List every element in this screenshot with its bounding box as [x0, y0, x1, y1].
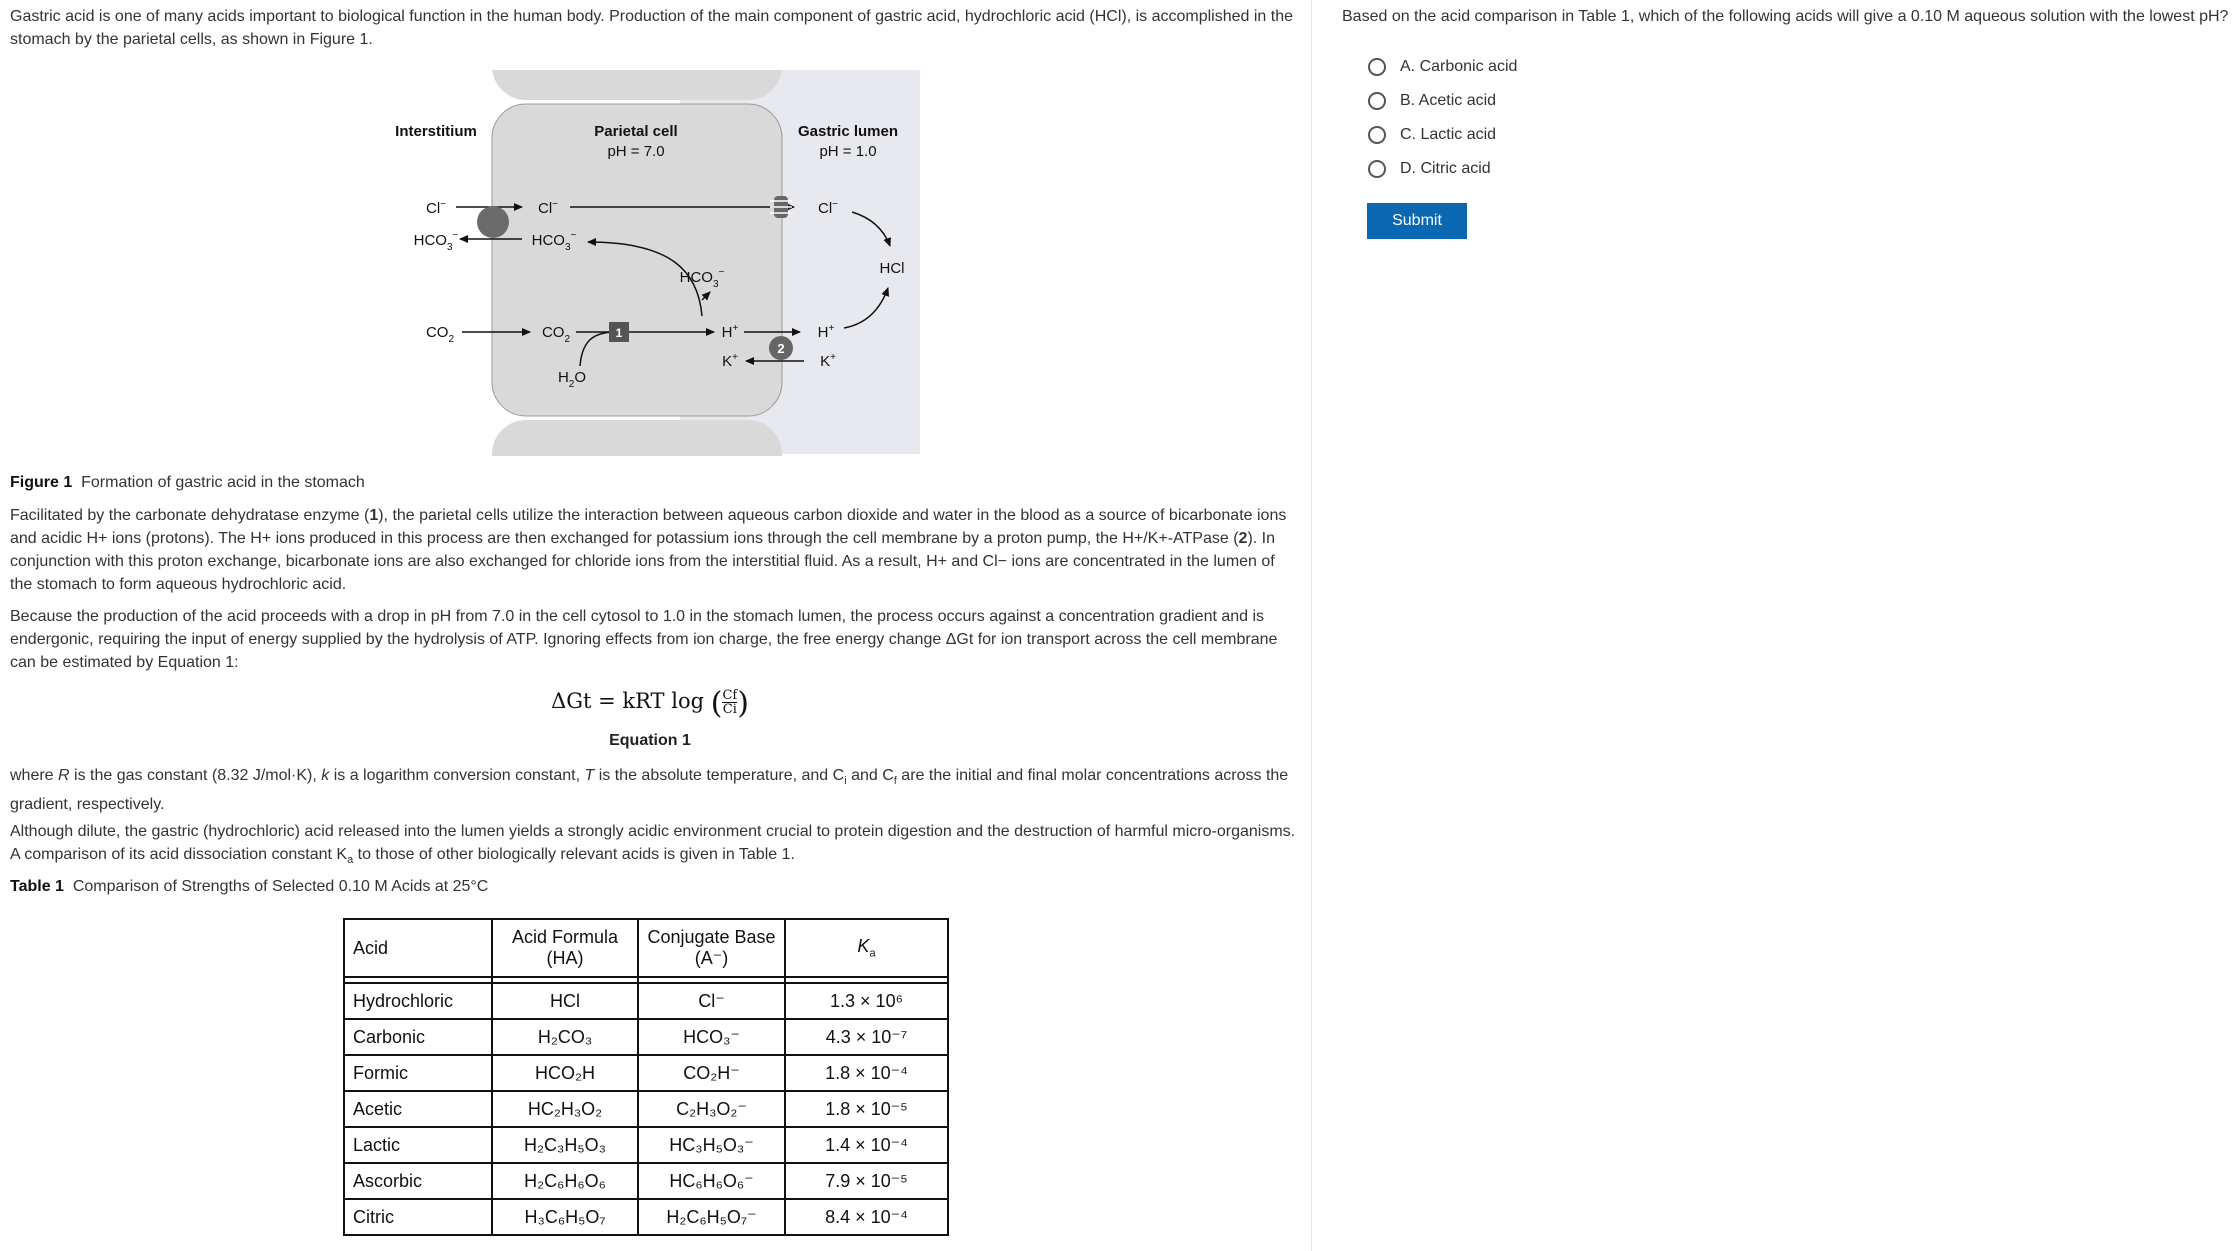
gastric-lumen-label: Gastric lumen: [797, 123, 899, 140]
bicarbonate-label-interstitium: [414, 230, 459, 253]
chloride-label-interstitium: [426, 199, 446, 217]
option-label: B. Acetic acid: [1400, 92, 1497, 109]
radio-button[interactable]: [1368, 126, 1386, 144]
svg-text:HCO3−: $HCO_3^-$: [413, 230, 459, 253]
option-label: C. Lactic acid: [1400, 126, 1497, 143]
radio-button[interactable]: [1368, 160, 1386, 178]
svg-text:CO2: $CO_2$: [425, 324, 455, 345]
lumen-ph-label: pH = 1.0: [819, 143, 877, 160]
passage-para-2: Because the production of the acid proceeds with a drop in pH from 7.0 in the cell cytosol to 1.0 in the stomach lumen, the process occurs against a concentration gradient and is endergonic, requiring the input of energy supplied by the hydrolysis of ATP. Ignoring effects from ion charge, the free energy change ΔGt for ion transport across the cell membrane can be estimated by Equation 1:: [10, 608, 1278, 671]
table-row: Formic HCO₂H CO₂H⁻ 1.8 × 10⁻⁴: [344, 1055, 948, 1091]
header-conjugate-base: Conjugate Base (A⁻): [638, 919, 785, 977]
svg-text:H2O: $H_2O$: [557, 369, 587, 390]
passage-para-3: where R is the gas constant (8.32 J/mol·K), k is a logarithm conversion constant, T is the absolute temperature, and $C_i$ and $C_f$ are the initial and final molar concentrations across the gradient, respectively.: [10, 767, 1289, 814]
svg-text:K+: K+: [722, 352, 738, 370]
option-a[interactable]: [1368, 50, 1517, 84]
option-b[interactable]: [1368, 84, 1517, 118]
upper-neighbor-cell: [492, 70, 782, 100]
svg-text:HCO3−: $HCO_3^-$: [679, 267, 725, 290]
figure-caption: Figure 1 Formation of gastric acid in the stomach: [10, 474, 365, 491]
radio-button[interactable]: [1368, 58, 1386, 76]
table-row: Citric H₃C₆H₅O₇ H₂C₆H₅O₇⁻ 8.4 × 10⁻⁴: [344, 1199, 948, 1235]
answer-options: [1368, 50, 1517, 186]
co2-label-interstitium: [426, 324, 455, 345]
svg-text:2: 2: [777, 341, 785, 356]
figure-gastric-acid-diagram: [380, 70, 920, 456]
parietal-cell-label: Parietal cell: [594, 123, 678, 140]
interstitium-label: Interstitium: [395, 123, 477, 140]
passage-para-1: Facilitated by the carbonate dehydratase enzyme (1), the parietal cells utilize the interaction between aqueous carbon dioxide and water in the blood as a source of bicarbonate ions and acidic H+ ions (protons). The H+ ions produced in this process are then exchanged for potassium ions through the cell membrane by a proton pump, the H+/K+-ATPase (2). In conjunction with this proton exchange, bicarbonate ions are also exchanged for chloride ions from the interstitial fluid. As a result, H+ and Cl− ions are concentrated in the lumen of the stomach to form aqueous hydrochloric acid.: [10, 507, 1287, 593]
svg-text:H+: H+: [721, 323, 739, 341]
table-row: Carbonic H₂CO₃ HCO₃⁻ 4.3 × 10⁻⁷: [344, 1019, 948, 1055]
submit-button[interactable]: Submit: [1367, 203, 1467, 239]
hcl-label: HCl: [879, 260, 905, 277]
header-ka: $K_a$: [785, 919, 948, 977]
table-caption: Table 1 Comparison of Strengths of Selected 0.10 M Acids at 25°C: [10, 878, 489, 895]
passage-para-4: Although dilute, the gastric (hydrochloric) acid released into the lumen yields a strongly acidic environment crucial to protein digestion and the destruction of harmful micro-organisms. A comparison of its acid dissociation constant $K_a$ to those of other biologically relevant acids is given in Table 1.: [10, 823, 1296, 867]
svg-text:HCO3−: $HCO_3^-$: [531, 230, 577, 253]
svg-text:Cl−: Cl−: [537, 199, 559, 217]
question-stem: Based on the acid comparison in Table 1, which of the following acids will give a 0.10 M aqueous solution with the lowest pH?: [1342, 8, 2229, 25]
table-row: Hydrochloric HCl Cl⁻ 1.3 × 10⁶: [344, 983, 948, 1019]
table-header-row: [344, 919, 948, 977]
table-row: Lactic H₂C₃H₅O₃ HC₃H₅O₃⁻ 1.4 × 10⁻⁴: [344, 1127, 948, 1163]
svg-text:K+: K+: [820, 352, 836, 370]
svg-text:CO2: $CO_2$: [541, 324, 571, 345]
passage-intro: Gastric acid is one of many acids important to biological function in the human body. Production of the main component of gastric acid, hydrochloric acid (HCl), is accomplished in the stomach by the parietal cells, as shown in Figure 1.: [10, 8, 1294, 48]
svg-text:1: 1: [615, 326, 623, 340]
svg-text:Cl−: Cl−: [425, 199, 447, 217]
parietal-ph-label: pH = 7.0: [607, 143, 665, 160]
table-row: Acetic HC₂H₃O₂ C₂H₃O₂⁻ 1.8 × 10⁻⁵: [344, 1091, 948, 1127]
table-row: Ascorbic H₂C₆H₆O₆ HC₆H₆O₆⁻ 7.9 × 10⁻⁵: [344, 1163, 948, 1199]
option-d[interactable]: [1368, 152, 1517, 186]
lower-neighbor-cell: [492, 420, 782, 456]
svg-text:H+: H+: [817, 323, 835, 341]
svg-text:Cl−: Cl−: [817, 199, 839, 217]
header-formula: Acid Formula (HA): [492, 919, 638, 977]
equation-label: Equation 1: [609, 732, 691, 749]
header-acid: Acid: [344, 919, 492, 977]
radio-button[interactable]: [1368, 92, 1386, 110]
option-label: D. Citric acid: [1400, 160, 1491, 177]
equation-1: ΔGt = kRT log ( $\frac{Cf}{Ci}$ ): [551, 686, 749, 721]
question-panel: [1312, 0, 2239, 1251]
option-c[interactable]: [1368, 118, 1517, 152]
anion-exchanger-icon: [477, 206, 509, 238]
acid-comparison-table: [343, 918, 949, 1236]
option-label: A. Carbonic acid: [1400, 58, 1518, 75]
